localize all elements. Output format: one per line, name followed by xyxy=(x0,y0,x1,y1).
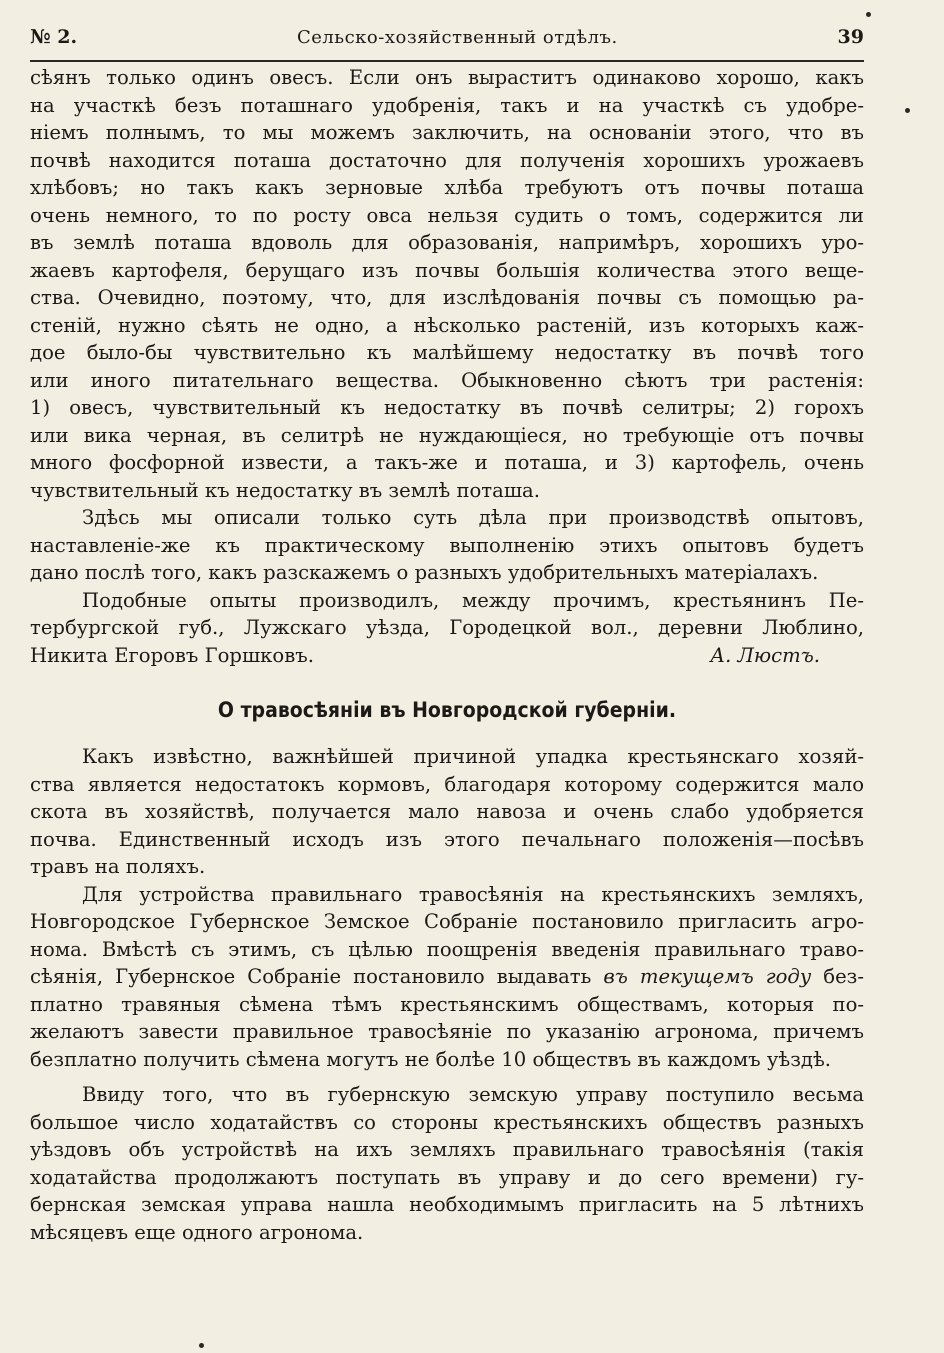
text-line: чувствительный къ недостатку въ землѣ поташа. xyxy=(30,478,540,502)
text-line: стеній, нужно сѣять не одно, а нѣсколько растеній, изъ которыхъ каж- xyxy=(30,313,864,337)
text-line: безплатно получить сѣмена могутъ не болѣе 10 обществъ въ каждомъ уѣздѣ. xyxy=(30,1047,832,1071)
text-line: почва. Единственный исходъ изъ этого печальнаго положенія—посѣвъ xyxy=(30,827,864,851)
line-part: без- xyxy=(811,965,864,988)
text-line: на участкѣ безъ поташнаго удобренія, такъ и на участкѣ съ удобре- xyxy=(30,93,864,117)
text-line: или вика черная, въ селитрѣ не нуждающіеся, но требующіе отъ почвы xyxy=(30,423,864,447)
text-line: Новгородское Губернское Земское Собраніе постановило пригласить агро- xyxy=(30,910,864,933)
paragraph-gap xyxy=(30,1073,864,1081)
text-line: хлѣбовъ; но такъ какъ зерновые хлѣба требуютъ отъ почвы поташа xyxy=(30,176,864,199)
text-line-with-italic xyxy=(30,963,864,991)
text-line: Ввиду того, что въ губернскую земскую управу поступило весьма xyxy=(82,1083,864,1106)
text-line: мѣсяцевъ еще одного агронома. xyxy=(30,1220,364,1244)
running-title: Сельско-хозяйственный отдѣлъ. xyxy=(296,27,618,48)
text-line: много фосфорной извести, а такъ-же и поташа, и 3) картофель, очень xyxy=(30,451,864,474)
text-line: почвѣ находится поташа достаточно для полученія хорошихъ урожаевъ xyxy=(30,148,864,172)
text-line: ства является недостатокъ кормовъ, благодаря которому содержится мало xyxy=(30,772,864,796)
text-line: Для устройства правильнаго травосѣянія на крестьянскихъ земляхъ, xyxy=(82,882,864,906)
section-body xyxy=(30,743,864,1246)
author-signature: А. Люстъ. xyxy=(710,643,820,667)
text-line: ходатайства продолжаютъ поступать въ управу и до сего времени) гу- xyxy=(30,1165,864,1189)
text-line: Подобные опыты производилъ, между прочимъ, крестьянинъ Пе- xyxy=(82,588,864,612)
text-line: въ землѣ поташа вдоволь для образованія, напримѣръ, хорошихъ уро- xyxy=(30,231,864,254)
ink-spot xyxy=(866,12,871,17)
text-line: наставленіе-же къ практическому выполненію этихъ опытовъ будетъ xyxy=(30,533,864,557)
text-line: Никита Егоровъ Горшковъ. xyxy=(30,643,314,667)
text-line: скота въ хозяйствѣ, получается мало навоза и очень слабо удобряется xyxy=(30,800,864,823)
text-line: 1) овесъ, чувствительный къ недостатку въ почвѣ селитры; 2) горохъ xyxy=(30,396,864,419)
text-line: бернская земская управа нашла необходимымъ пригласить на 5 лѣтнихъ xyxy=(30,1193,864,1216)
text-line: тербургской губ., Лужскаго уѣзда, Городецкой вол., деревни Люблино, xyxy=(30,616,864,639)
text-line: уѣздовъ объ устройствѣ на ихъ земляхъ правильнаго травосѣянія (такія xyxy=(30,1138,864,1161)
page-number: 39 xyxy=(837,26,864,48)
text-line: платно травяныя сѣмена тѣмъ крестьянскимъ обществамъ, которыя по- xyxy=(30,992,864,1016)
ink-spot xyxy=(905,108,910,113)
page-header xyxy=(30,26,864,56)
article-body xyxy=(30,64,864,669)
text-line: жаевъ картофеля, берущаго изъ почвы большія количества этого веще- xyxy=(30,258,864,282)
page xyxy=(30,26,864,1246)
text-line: Какъ извѣстно, важнѣйшей причиной упадка крестьянскаго хозяй- xyxy=(82,745,864,768)
text-line: желаютъ завести правильное травосѣяніе по указанію агронома, причемъ xyxy=(30,1020,864,1043)
text-line: очень немного, то по росту овса нельзя судить о томъ, содержится ли xyxy=(30,203,864,227)
text-line: Здѣсь мы описали только суть дѣла при производствѣ опытовъ, xyxy=(82,506,864,529)
text-line: ніемъ полнымъ, то мы можемъ заключить, на основаніи этого, что въ xyxy=(30,121,864,144)
section-title: О травосѣяніи въ Новгородской губерніи. xyxy=(217,698,677,722)
text-line: большое число ходатайствъ со стороны крестьянскихъ обществъ разныхъ xyxy=(30,1110,864,1134)
text-line: нома. Вмѣстѣ съ этимъ, съ цѣлью поощренія введенія правильнаго траво- xyxy=(30,937,864,961)
italic-phrase: въ текущемъ году xyxy=(603,965,812,988)
signature-line xyxy=(30,642,864,670)
text-line: травъ на поляхъ. xyxy=(30,855,206,878)
issue-number: № 2. xyxy=(30,26,78,48)
ink-spot xyxy=(199,1343,204,1348)
text-line: или иного питательнаго вещества. Обыкновенно сѣютъ три растенія: xyxy=(30,368,864,392)
text-line: сѣянъ только одинъ овесъ. Если онъ выраститъ одинаково хорошо, какъ xyxy=(30,66,864,89)
text-line: дое было-бы чувствительно къ малѣйшему недостатку въ почвѣ того xyxy=(30,341,864,364)
text-line: ства. Очевидно, поэтому, что, для изслѣдованія почвы съ помощью ра- xyxy=(30,286,864,309)
text-line: дано послѣ того, какъ разскажемъ о разныхъ удобрительныхъ матеріалахъ. xyxy=(30,561,819,584)
line-part: сѣянія, Губернское Собраніе постановило выдавать xyxy=(30,965,604,988)
header-rule xyxy=(30,60,864,62)
